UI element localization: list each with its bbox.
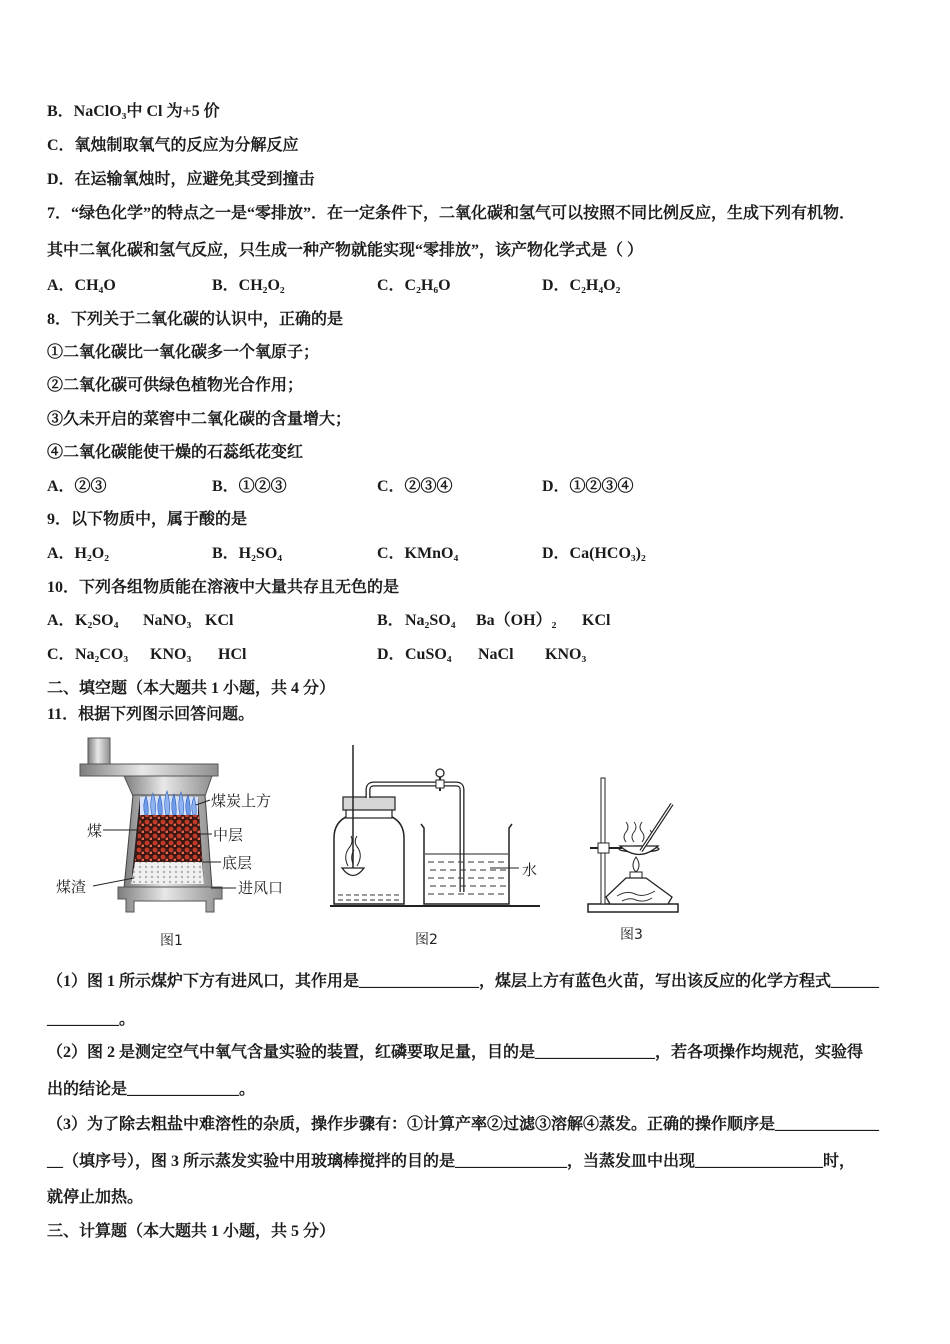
q6-option-d: D．在运输氧烛时，应避免其受到撞击 <box>47 171 315 188</box>
q8-statement-4: ④二氧化碳能使干燥的石蕊纸花变红 <box>47 444 304 461</box>
label-air-inlet: 进风口 <box>238 879 284 897</box>
q11-part-2-line-1: （2）图 2 是测定空气中氧气含量实验的装置，红磷要取足量，目的是_______________，若各项操作均规范，实验得 <box>47 1044 864 1061</box>
stove-base <box>118 887 222 912</box>
q8-option-a: A．②③ <box>47 478 107 495</box>
option-label: A． <box>47 612 75 629</box>
q8-option-d: D．①②③④ <box>542 478 634 495</box>
formula: KNO₃ <box>150 646 192 663</box>
formula: K₂SO₄ <box>75 612 119 629</box>
q6-option-b: B．NaClO₃中 Cl 为+5 价 <box>47 103 220 120</box>
label-coal: 煤 <box>87 822 103 840</box>
label-water: 水 <box>522 861 538 879</box>
formula: NaCl <box>478 646 514 663</box>
q8-option-c: C．②③④ <box>377 478 453 495</box>
q11-part-3-line-3: 就停止加热。 <box>47 1189 144 1206</box>
q8-stem: 8．下列关于二氧化碳的认识中，正确的是 <box>47 311 344 328</box>
beaker <box>421 824 512 904</box>
q6-option-c: C．氧烛制取氧气的反应为分解反应 <box>47 137 299 154</box>
section-2-heading: 二、填空题（本大题共 1 小题，共 4 分） <box>47 680 336 697</box>
stove-top-plate <box>80 764 218 796</box>
glass-rod <box>641 804 672 851</box>
option-label: D． <box>377 646 405 663</box>
alcohol-lamp <box>606 857 672 904</box>
q10-option-a <box>47 611 234 631</box>
gas-jar <box>334 808 404 904</box>
rubber-stopper <box>343 797 395 810</box>
figure-3-evaporation-setup <box>580 775 685 945</box>
formula: HCl <box>218 646 247 663</box>
q7-option-b: B．CH₂O₂ <box>212 277 285 294</box>
q11-part-1-line-1: （1）图 1 所示煤炉下方有进风口，其作用是_______________，煤层上方有蓝色火苗，写出该反应的化学方程式______ <box>47 973 880 990</box>
q11-part-3-line-1: （3）为了除去粗盐中难溶性的杂质，操作步骤有：①计算产率②过滤③溶解④蒸发。正确的操作顺序是_____________ <box>47 1116 880 1133</box>
q8-statement-1: ①二氧化碳比一氧化碳多一个氧原子； <box>47 344 320 361</box>
q9-stem: 9．以下物质中，属于酸的是 <box>47 511 248 528</box>
formula: Na₂SO₄ <box>405 612 456 629</box>
formula: NaNO₃ <box>143 612 192 629</box>
label-bottom-layer: 底层 <box>222 854 253 872</box>
label-above-coal: 煤炭上方 <box>211 792 272 810</box>
formula: CuSO₄ <box>405 646 452 663</box>
label-middle-layer: 中层 <box>213 826 244 844</box>
figure-1-caption: 图1 <box>160 933 183 949</box>
q9-option-d: D．Ca(HCO₃)₂ <box>542 545 646 562</box>
figure-3-caption: 图3 <box>620 927 643 943</box>
q9-option-b: B．H₂SO₄ <box>212 545 283 562</box>
q10-option-d <box>377 645 587 665</box>
formula: KCl <box>582 612 611 629</box>
ash-layer <box>131 862 204 884</box>
section-3-heading: 三、计算题（本大题共 1 小题，共 5 分） <box>47 1223 336 1240</box>
label-slag: 煤渣 <box>56 878 87 896</box>
q10-stem: 10．下列各组物质能在溶液中大量共存且无色的是 <box>47 579 400 596</box>
burning-coal-layer <box>135 815 202 862</box>
figure-1-coal-stove <box>50 733 300 953</box>
q11-stem: 11．根据下列图示回答问题。 <box>47 706 255 723</box>
option-label: B． <box>377 612 404 629</box>
formula: KCl <box>205 612 234 629</box>
figure-2-oxygen-apparatus <box>325 740 545 950</box>
q10-option-b <box>377 611 611 631</box>
q7-stem-line-2: 其中二氧化碳和氢气反应，只生成一种产物就能实现“零排放”，该产物化学式是（ ） <box>47 242 644 259</box>
q11-part-3-line-2: __（填序号），图 3 所示蒸发实验中用玻璃棒搅拌的目的是______________，当蒸发皿中出现________________时， <box>47 1153 856 1170</box>
q10-option-c <box>47 645 247 665</box>
formula: Na₂CO₃ <box>75 646 129 663</box>
q7-stem-line-1: 7．“绿色化学”的特点之一是“零排放”．在一定条件下，二氧化碳和氢气可以按照不同比例反应，生成下列有机物． <box>47 205 856 222</box>
q7-option-d: D．C₂H₄O₂ <box>542 277 621 294</box>
formula: KNO₃ <box>545 646 587 663</box>
q7-option-a: A．CH₄O <box>47 277 116 294</box>
q11-part-2-line-2: 出的结论是______________。 <box>47 1081 256 1098</box>
figure-2-caption: 图2 <box>415 932 438 948</box>
q11-part-1-line-2: _________。 <box>47 1011 136 1028</box>
q7-option-c: C．C₂H₆O <box>377 277 451 294</box>
q8-statement-2: ②二氧化碳可供绿色植物光合作用； <box>47 377 304 394</box>
spring-clamp <box>436 769 444 791</box>
q9-option-a: A．H₂O₂ <box>47 545 110 562</box>
q8-option-b: B．①②③ <box>212 478 287 495</box>
q8-statement-3: ③久未开启的菜窖中二氧化碳的含量增大； <box>47 411 352 428</box>
formula: Ba（OH）₂ <box>476 612 557 629</box>
q9-option-c: C．KMnO₄ <box>377 545 459 562</box>
evaporating-dish <box>620 846 658 855</box>
option-label: C． <box>47 646 75 663</box>
